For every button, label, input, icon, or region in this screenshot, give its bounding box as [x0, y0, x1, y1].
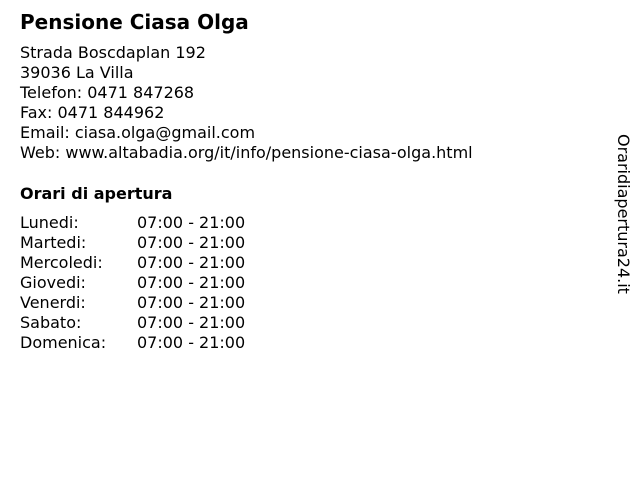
time-range: 07:00 - 21:00: [137, 273, 246, 292]
hours-row-sunday: [20, 333, 245, 353]
hours-row-saturday: [20, 313, 245, 333]
time-range: 07:00 - 21:00: [137, 253, 246, 272]
day-label: Venerdi:: [20, 293, 86, 312]
contact-block: [20, 43, 473, 163]
hours-row-monday: [20, 213, 245, 233]
day-label: Domenica:: [20, 333, 107, 352]
day-label: Giovedi:: [20, 273, 86, 292]
fax-number: Fax: 0471 844962: [20, 103, 165, 122]
time-range: 07:00 - 21:00: [137, 293, 246, 312]
time-range: 07:00 - 21:00: [137, 213, 246, 232]
hours-row-thursday: [20, 273, 245, 293]
opening-hours-table: [20, 213, 245, 353]
city-postal: 39036 La Villa: [20, 63, 134, 82]
day-label: Martedi:: [20, 233, 87, 252]
business-name: Pensione Ciasa Olga: [20, 10, 249, 34]
day-label: Lunedi:: [20, 213, 79, 232]
hours-row-tuesday: [20, 233, 245, 253]
opening-hours-heading: Orari di apertura: [20, 184, 173, 203]
time-range: 07:00 - 21:00: [137, 333, 246, 352]
day-label: Sabato:: [20, 313, 82, 332]
email-address: Email: ciasa.olga@gmail.com: [20, 123, 256, 142]
site-watermark: Oraridiapertura24.it: [614, 134, 633, 294]
hours-row-friday: [20, 293, 245, 313]
time-range: 07:00 - 21:00: [137, 313, 246, 332]
street-address: Strada Boscdaplan 192: [20, 43, 206, 62]
time-range: 07:00 - 21:00: [137, 233, 246, 252]
phone-number: Telefon: 0471 847268: [20, 83, 195, 102]
hours-row-wednesday: [20, 253, 245, 273]
day-label: Mercoledi:: [20, 253, 103, 272]
website-address: Web: www.altabadia.org/it/info/pensione-ciasa-olga.html: [20, 143, 473, 162]
